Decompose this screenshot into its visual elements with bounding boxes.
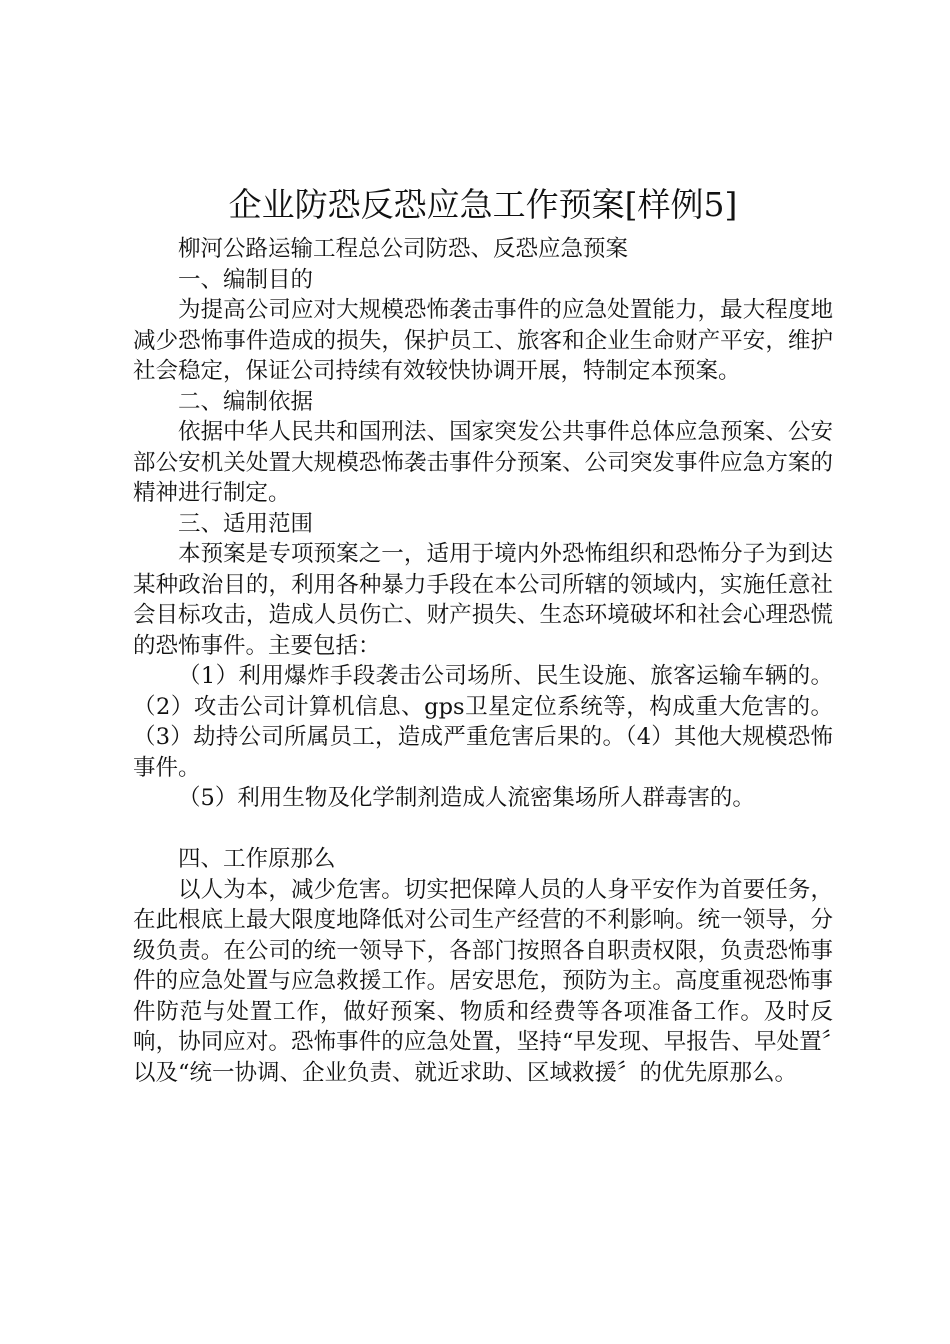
document-title: 企业防恐反恐应急工作预案[样例5]	[228, 185, 738, 224]
section-heading-basis: 二、编制依据	[178, 388, 314, 415]
section-text-basis: 依据中华人民共和国刑法、国家突发公共事件总体应急预案、公安部公安机关处置大规模恐怖袭击事件分预案、公司突发事件应急方案的精神进行制定。	[133, 419, 833, 506]
document-subtitle: 柳河公路运输工程总公司防恐、反恐应急预案	[178, 236, 629, 262]
section-text-principles: 以人为本，减少危害。切实把保障人员的人身平安作为首要任务，在此根底上最大限度地降低对公司生产经营的不利影响。统一领导，分级负责。在公司的统一领导下，各部门按照各自职责权限，负责恐怖事件的应急处置与应急救援工作。居安思危，预防为主。高度重视恐怖事件防范与处置工作，做好预案、物质和经费等各项准备工作。及时反响，协同应对。恐怖事件的应急处置，坚持“早发现、早报告、早处置〞以及“统一协调、企业负责、就近求助、区域救援〞的优先原那么。	[133, 876, 833, 1086]
blank-line	[133, 814, 833, 845]
section-items-scope-a: （1）利用爆炸手段袭击公司场所、民生设施、旅客运输车辆的。（2）攻击公司计算机信息、gps卫星定位系统等，构成重大危害的。（3）劫持公司所属员工，造成严重危害后果的。（4）其他大规模恐怖事件。	[133, 663, 833, 781]
document-page	[133, 180, 833, 1088]
section-text-scope: 本预案是专项预案之一，适用于境内外恐怖组织和恐怖分子为到达某种政治目的，利用各种暴力手段在本公司所辖的领域内，实施任意社会目标攻击，造成人员伤亡、财产损失、生态环境破坏和社会心理恐慌的恐怖事件。主要包括：	[133, 541, 833, 659]
section-text-purpose: 为提高公司应对大规模恐怖袭击事件的应急处置能力，最大程度地减少恐怖事件造成的损失，保护员工、旅客和企业生命财产平安，维护社会稳定，保证公司持续有效较快协调开展，特制定本预案。	[133, 297, 833, 384]
section-heading-principles: 四、工作原那么	[178, 846, 336, 872]
section-heading-purpose: 一、编制目的	[178, 266, 314, 293]
section-heading-scope: 三、适用范围	[178, 510, 314, 537]
section-items-scope-b: （5）利用生物及化学制剂造成人流密集场所人群毒害的。	[178, 785, 755, 811]
